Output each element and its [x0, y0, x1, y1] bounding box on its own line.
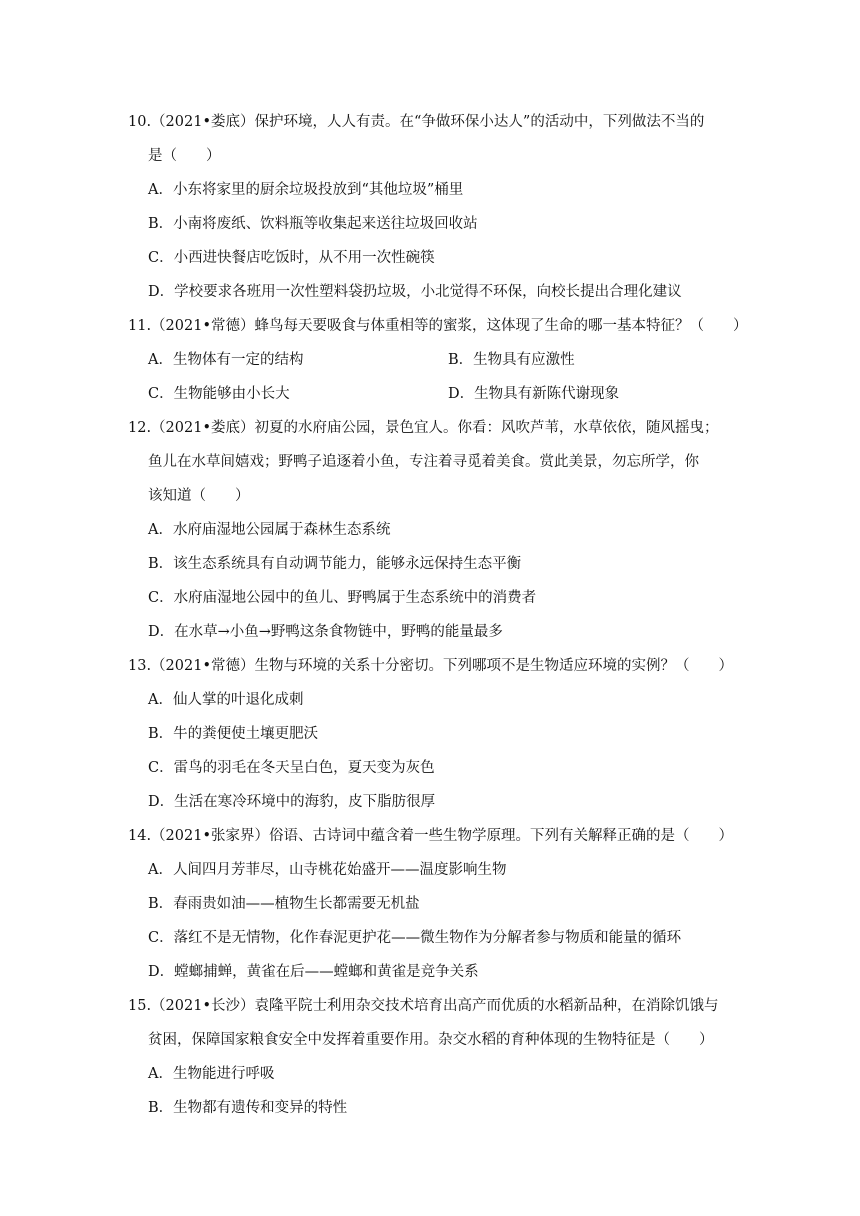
- question-12-option-c: C．水府庙湿地公园中的鱼儿、野鸭属于生态系统中的消费者: [148, 590, 537, 606]
- question-11-option-d: D．生物具有新陈代谢现象: [448, 386, 620, 402]
- question-13-option-a: A．仙人掌的叶退化成刺: [148, 692, 304, 708]
- question-13-option-b: B．牛的粪便使土壤更肥沃: [148, 726, 319, 742]
- question-11-stem-line-1: 11.（2021•常德）蜂鸟每天要吸食与体重相等的蜜浆，这体现了生命的哪一基本特征？（ ）: [128, 318, 748, 334]
- question-12-option-b: B．该生态系统具有自动调节能力，能够永远保持生态平衡: [148, 556, 522, 572]
- question-10-option-d: D．学校要求各班用一次性塑料袋扔垃圾，小北觉得不环保，向校长提出合理化建议: [148, 284, 682, 300]
- question-12-stem-line-1: 12.（2021•娄底）初夏的水府庙公园，景色宜人。你看：风吹芦苇，水草依依，随风摇曳；: [128, 420, 719, 436]
- question-14-option-c: C．落红不是无情物，化作春泥更护花——微生物作为分解者参与物质和能量的循环: [148, 930, 682, 946]
- question-11-option-a: A．生物体有一定的结构: [148, 352, 304, 368]
- question-15-stem-line-1: 15.（2021•长沙）袁隆平院士利用杂交技术培育出高产而优质的水稻新品种，在消除饥饿与: [128, 998, 719, 1014]
- question-12-option-d: D．在水草→小鱼→野鸭这条食物链中，野鸭的能量最多: [148, 624, 503, 640]
- question-12-option-a: A．水府庙湿地公园属于森林生态系统: [148, 522, 391, 538]
- question-14-option-b: B．春雨贵如油——植物生长都需要无机盐: [148, 896, 420, 912]
- question-14-option-a: A．人间四月芳菲尽，山寺桃花始盛开——温度影响生物: [148, 862, 507, 878]
- question-14-stem-line-1: 14.（2021•张家界）俗语、古诗词中蕴含着一些生物学原理。下列有关解释正确的是（ ）: [128, 828, 734, 844]
- question-14-option-d: D．螳螂捕蝉，黄雀在后——螳螂和黄雀是竞争关系: [148, 964, 479, 980]
- question-13-option-c: C．雷鸟的羽毛在冬天呈白色，夏天变为灰色: [148, 760, 435, 776]
- question-11-option-b: B．生物具有应激性: [448, 352, 575, 368]
- question-15-stem-line-2: 贫困，保障国家粮食安全中发挥着重要作用。杂交水稻的育种体现的生物特征是（ ）: [148, 1032, 714, 1048]
- question-15-option-b: B．生物都有遗传和变异的特性: [148, 1100, 348, 1116]
- question-10-option-a: A．小东将家里的厨余垃圾投放到“其他垃圾”桶里: [148, 182, 464, 198]
- question-13-stem-line-1: 13.（2021•常德）生物与环境的关系十分密切。下列哪项不是生物适应环境的实例？（ ）: [128, 658, 734, 674]
- question-13-option-d: D．生活在寒冷环境中的海豹，皮下脂肪很厚: [148, 794, 436, 810]
- question-10-option-c: C．小西进快餐店吃饭时，从不用一次性碗筷: [148, 250, 435, 266]
- question-10-stem-line-1: 10.（2021•娄底）保护环境，人人有责。在“争做环保小达人”的活动中，下列做法不当的: [128, 114, 705, 130]
- question-12-stem-line-3: 该知道（ ）: [148, 488, 250, 504]
- question-15-option-a: A．生物能进行呼吸: [148, 1066, 275, 1082]
- question-12-stem-line-2: 鱼儿在水草间嬉戏；野鸭子追逐着小鱼，专注着寻觅着美食。赏此美景，勿忘所学，你: [148, 454, 699, 470]
- question-10-option-b: B．小南将废纸、饮料瓶等收集起来送往垃圾回收站: [148, 216, 478, 232]
- question-11-option-c: C．生物能够由小长大: [148, 386, 290, 402]
- question-10-stem-line-2: 是（ ）: [148, 148, 221, 164]
